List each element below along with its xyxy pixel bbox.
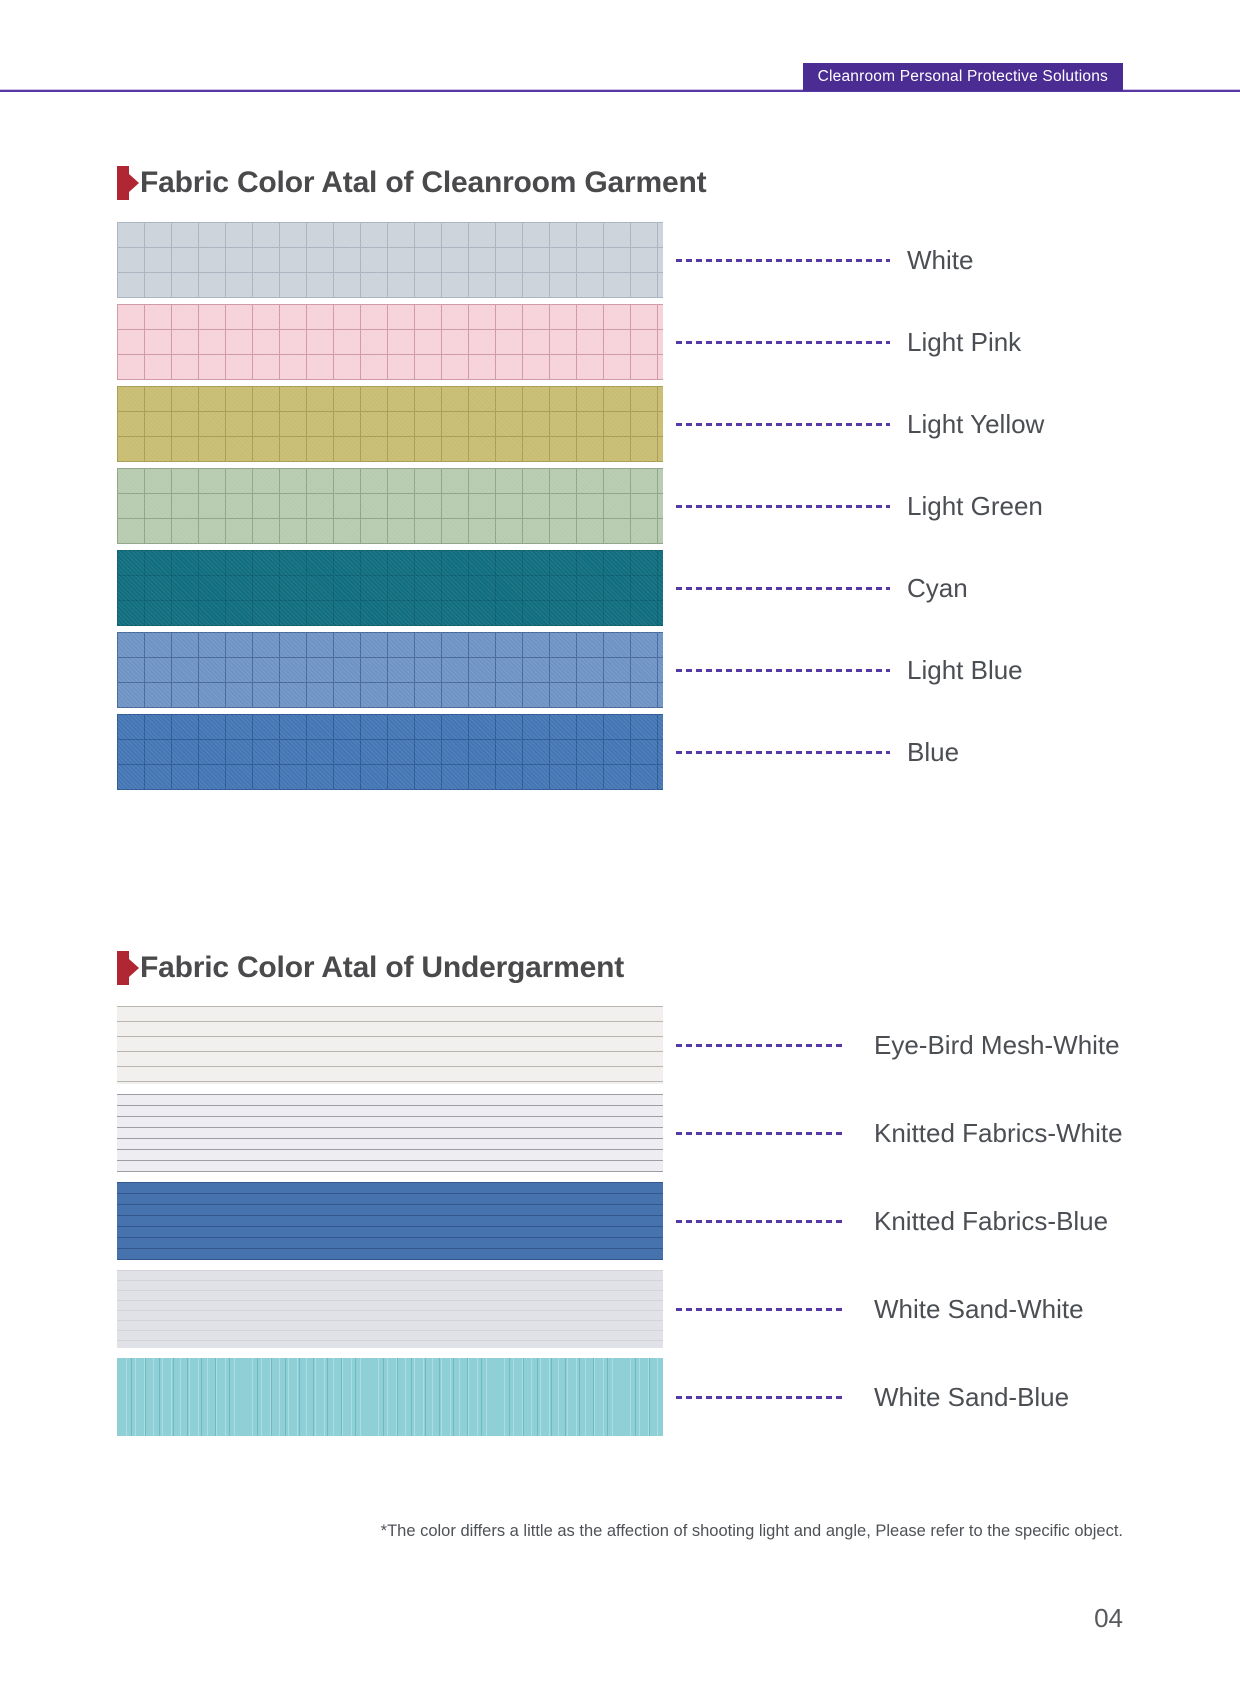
swatch-row bbox=[117, 632, 1123, 708]
swatch-label: White Sand-Blue bbox=[874, 1381, 1070, 1412]
page-content bbox=[117, 0, 1123, 1634]
section-title-text: Fabric Color Atal of Cleanroom Garment bbox=[140, 166, 707, 199]
swatch-row bbox=[117, 468, 1123, 544]
swatch-label: Knitted Fabrics-Blue bbox=[874, 1205, 1109, 1236]
swatch-label: Light Green bbox=[907, 490, 1043, 521]
dashed-connector bbox=[676, 1220, 844, 1223]
swatch-label: White bbox=[907, 244, 974, 275]
swatch-label: Eye-Bird Mesh-White bbox=[874, 1029, 1120, 1060]
swatch-label: Light Pink bbox=[907, 326, 1022, 357]
undergarment-swatch-list bbox=[117, 1006, 1123, 1436]
header-badge: Cleanroom Personal Protective Solutions bbox=[803, 63, 1123, 91]
swatch-row bbox=[117, 222, 1123, 298]
color-disclaimer-note: *The color differs a little as the affection of shooting light and angle, Please refer to the specific object. bbox=[380, 1522, 1123, 1540]
red-flag-icon bbox=[117, 951, 129, 985]
dashed-connector bbox=[676, 505, 890, 508]
dashed-connector bbox=[676, 751, 890, 754]
dashed-connector bbox=[676, 259, 890, 262]
swatch-row bbox=[117, 714, 1123, 790]
fabric-swatch-white-sand-white bbox=[117, 1270, 663, 1348]
dashed-connector bbox=[676, 341, 890, 344]
swatch-label: Light Yellow bbox=[907, 408, 1045, 439]
fabric-swatch-light-blue bbox=[117, 632, 663, 708]
swatch-label: Blue bbox=[907, 736, 960, 767]
dashed-connector bbox=[676, 1132, 844, 1135]
dashed-connector bbox=[676, 587, 890, 590]
red-flag-icon bbox=[117, 166, 129, 200]
fabric-swatch-knitted-white bbox=[117, 1094, 663, 1172]
swatch-label: Light Blue bbox=[907, 654, 1023, 685]
swatch-row bbox=[117, 1182, 1123, 1260]
swatch-label: White Sand-White bbox=[874, 1293, 1084, 1324]
section-title-text: Fabric Color Atal of Undergarment bbox=[140, 951, 625, 984]
fabric-swatch-white bbox=[117, 222, 663, 298]
section-title-cleanroom-garment bbox=[117, 163, 1123, 203]
dashed-connector bbox=[676, 1396, 844, 1399]
fabric-swatch-cyan bbox=[117, 550, 663, 626]
fabric-swatch-light-green bbox=[117, 468, 663, 544]
dashed-connector bbox=[676, 669, 890, 672]
swatch-label: Cyan bbox=[907, 572, 968, 603]
dashed-connector bbox=[676, 423, 890, 426]
dashed-connector bbox=[676, 1044, 844, 1047]
swatch-row bbox=[117, 1094, 1123, 1172]
swatch-row bbox=[117, 550, 1123, 626]
page-number: 04 bbox=[1094, 1603, 1123, 1633]
fabric-swatch-knitted-blue bbox=[117, 1182, 663, 1260]
swatch-row bbox=[117, 1358, 1123, 1436]
swatch-label: Knitted Fabrics-White bbox=[874, 1117, 1123, 1148]
fabric-swatch-white-sand-blue bbox=[117, 1358, 663, 1436]
fabric-swatch-light-yellow bbox=[117, 386, 663, 462]
swatch-row bbox=[117, 304, 1123, 380]
swatch-row bbox=[117, 386, 1123, 462]
fabric-swatch-light-pink bbox=[117, 304, 663, 380]
fabric-swatch-blue bbox=[117, 714, 663, 790]
section-title-undergarment bbox=[117, 948, 1123, 988]
swatch-row bbox=[117, 1270, 1123, 1348]
dashed-connector bbox=[676, 1308, 844, 1311]
fabric-swatch-eyebird-mesh-white bbox=[117, 1006, 663, 1084]
swatch-row bbox=[117, 1006, 1123, 1084]
garment-swatch-list bbox=[117, 222, 1123, 790]
